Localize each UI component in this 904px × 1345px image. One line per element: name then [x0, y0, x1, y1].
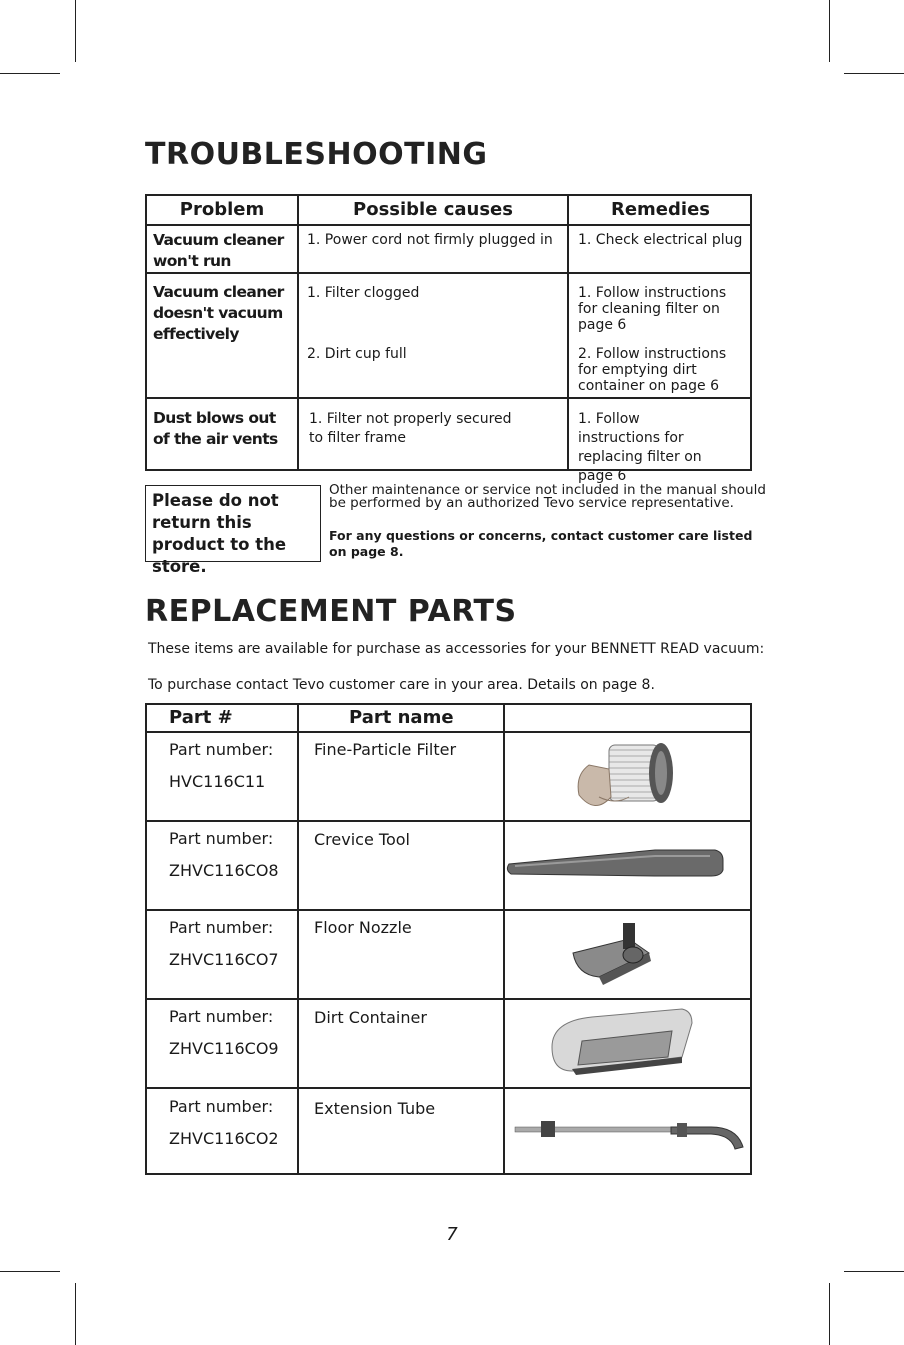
part-name: Fine-Particle Filter — [314, 740, 457, 759]
header-part-number: Part # — [169, 707, 233, 728]
cause-text: 1. Filter not properly secured to filter frame — [309, 411, 512, 446]
troubleshooting-table — [145, 194, 752, 484]
part-name: Crevice Tool — [314, 830, 410, 849]
problem-text: Vacuum cleaner won't run — [153, 231, 284, 270]
part-name: Floor Nozzle — [314, 918, 412, 937]
remedy-text: 1. Follow instructions for cleaning filter on page 6 — [578, 285, 727, 333]
part-number-label: Part number: — [169, 740, 274, 759]
cause-text: 1. Filter clogged — [307, 285, 420, 301]
part-number-label: Part number: — [169, 1007, 274, 1026]
parts-intro: These items are available for purchase as accessories for your BENNETT READ vacuum: — [148, 641, 765, 657]
header-remedies: Remedies — [610, 199, 710, 220]
purchase-info: To purchase contact Tevo customer care in your area. Details on page 8. — [148, 677, 655, 693]
remedy-text: 1. Follow instructions for replacing filter on page 6 — [578, 411, 702, 484]
cause-text: 1. Power cord not firmly plugged in — [307, 232, 553, 248]
filter-image — [575, 735, 685, 819]
floor-nozzle-image — [569, 913, 669, 999]
parts-table — [145, 703, 752, 1175]
cause-text: 2. Dirt cup full — [307, 346, 407, 362]
remedy-text: 1. Check electrical plug — [578, 232, 743, 248]
part-number: ZHVC116CO8 — [169, 861, 279, 880]
page-number: 7 — [446, 1224, 458, 1245]
remedy-text: 2. Follow instructions for emptying dirt container on page 6 — [578, 346, 727, 394]
header-causes: Possible causes — [353, 199, 513, 220]
contact-note: For any questions or concerns, contact customer care listed on page 8. — [329, 528, 753, 559]
dirt-container-image — [542, 1001, 702, 1081]
maintenance-note: Other maintenance or service not included in the manual should be performed by an authorized Tevo service representative. — [329, 482, 766, 511]
part-number: ZHVC116CO2 — [169, 1129, 279, 1148]
part-number: ZHVC116CO7 — [169, 950, 279, 969]
extension-tube-image — [511, 1115, 747, 1155]
crop-mark — [75, 1283, 76, 1345]
crop-mark — [844, 73, 904, 74]
problem-text: Vacuum cleaner doesn't vacuum effectively — [153, 283, 284, 343]
part-number-label: Part number: — [169, 918, 274, 937]
crop-mark — [0, 73, 60, 74]
return-notice-box: Please do not return this product to the store. — [145, 485, 321, 562]
part-number: ZHVC116CO9 — [169, 1039, 279, 1058]
part-name: Extension Tube — [314, 1099, 436, 1118]
header-problem: Problem — [179, 199, 265, 220]
header-part-name: Part name — [349, 707, 454, 728]
problem-text: Dust blows out of the air vents — [153, 409, 278, 448]
crop-mark — [829, 1283, 830, 1345]
part-number-label: Part number: — [169, 1097, 274, 1116]
replacement-parts-title: REPLACEMENT PARTS — [145, 594, 517, 629]
part-number: HVC116C11 — [169, 772, 266, 791]
part-name: Dirt Container — [314, 1008, 427, 1027]
crop-mark — [0, 1271, 60, 1272]
crop-mark — [75, 0, 76, 62]
part-number-label: Part number: — [169, 829, 274, 848]
troubleshooting-title: TROUBLESHOOTING — [145, 137, 488, 172]
crop-mark — [829, 0, 830, 62]
crop-mark — [844, 1271, 904, 1272]
crevice-tool-image — [505, 840, 727, 890]
